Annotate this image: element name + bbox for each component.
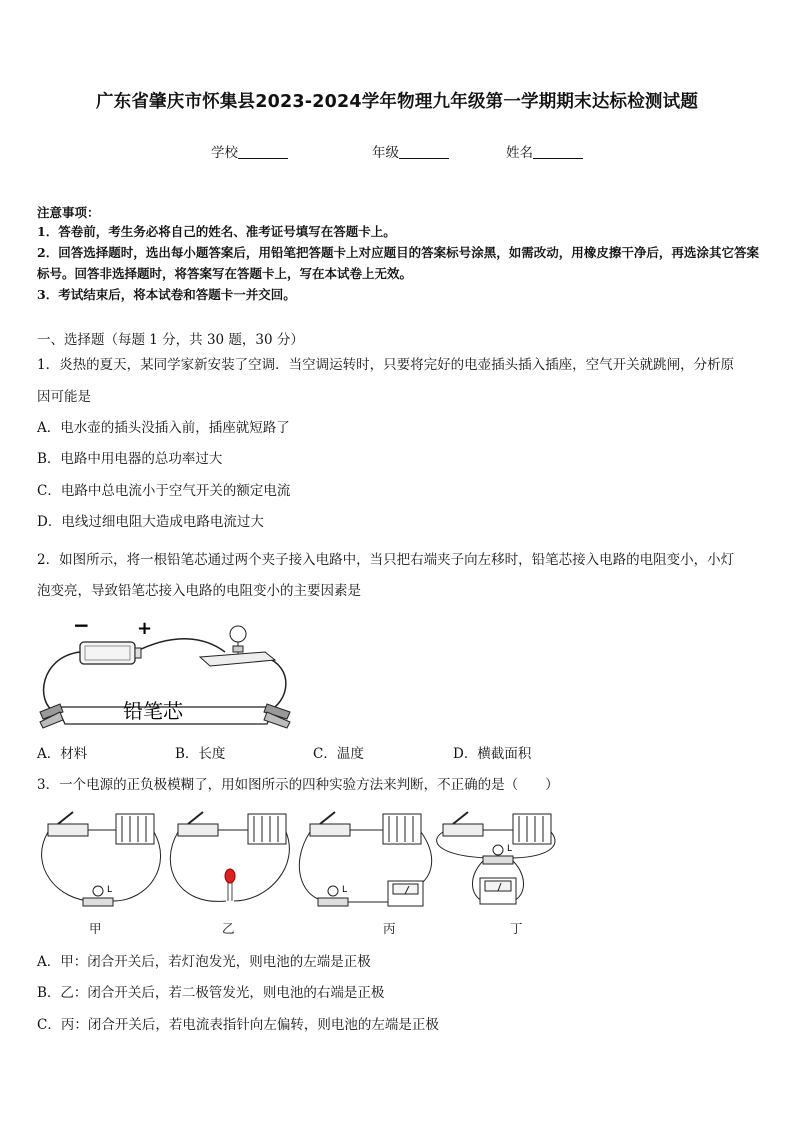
grade-label: 年级 (372, 145, 399, 161)
grade-field (372, 141, 449, 161)
figure-jia (42, 812, 161, 906)
plus-sign: + (137, 618, 153, 639)
lamp-board-icon (200, 626, 275, 666)
voltmeter-icon (480, 878, 516, 904)
q1-option-b: B．电路中用电器的总功率过大 (37, 451, 223, 467)
question-2-stem: 2．如图所示，将一根铅笔芯通过两个夹子接入电路中，当只把右端夹子向左移时，铅笔芯接入电路的电阻变小，小灯 (37, 552, 735, 568)
figure-label-jia: 甲 (89, 921, 102, 936)
polarity-test-figures (38, 806, 563, 918)
question-1-stem-cont: 因可能是 (37, 389, 91, 405)
school-label: 学校 (211, 145, 238, 161)
name-label: 姓名 (506, 145, 533, 161)
led-icon (225, 869, 235, 901)
notes-heading: 注意事项： (37, 205, 100, 220)
battery-icon (80, 642, 141, 664)
figure-yi (170, 812, 289, 901)
svg-text:L: L (342, 885, 348, 895)
figure-bing (299, 812, 431, 906)
minus-sign: − (73, 613, 90, 637)
q2-option-d: D．横截面积 (453, 746, 532, 762)
note-item-3: 3．考试结束后，将本试卷和答题卡一并交回。 (37, 287, 296, 302)
q1-option-d: D．电线过细电阻大造成电路电流过大 (37, 514, 264, 530)
q2-option-b: B．长度 (175, 746, 226, 762)
school-blank (238, 146, 288, 159)
q3-option-a: A．甲：闭合开关后，若灯泡发光，则电池的左端是正极 (37, 954, 371, 970)
q1-option-c: C．电路中总电流小于空气开关的额定电流 (37, 483, 291, 499)
circuit-wire (44, 652, 80, 712)
figure-label-yi: 乙 (222, 921, 235, 936)
school-field (211, 141, 288, 161)
svg-text:L: L (507, 844, 513, 854)
pencil-lead-circuit-figure (35, 612, 295, 737)
q2-option-c: C．温度 (313, 746, 364, 762)
left-clip-icon (40, 704, 63, 728)
question-2-stem-cont: 泡变亮，导致铅笔芯接入电路的电阻变小的主要因素是 (37, 583, 361, 599)
question-3-stem: 3．一个电源的正负极模糊了，用如图所示的四种实验方法来判断，不正确的是（ ） (37, 777, 559, 793)
q2-option-a: A．材料 (37, 746, 88, 762)
pencil-lead-label: 铅笔芯 (123, 699, 183, 723)
q3-option-b: B．乙：闭合开关后，若二极管发光，则电池的右端是正极 (37, 985, 385, 1001)
note-item-2: 2．回答选择题时，选出每小题答案后，用铅笔把答题卡上对应题目的答案标号涂黑，如需改动，用橡皮擦干净后，再选涂其它答案标号。回答非选择题时，将答案写在答题卡上，写在本试卷上无效。 (37, 245, 759, 281)
right-clip-icon (264, 704, 290, 728)
note-item-1: 1．答卷前，考生务必将自己的姓名、准考证号填写在答题卡上。 (37, 224, 396, 239)
q3-option-c: C．丙：闭合开关后，若电流表指针向左偏转，则电池的左端是正极 (37, 1017, 439, 1033)
question-1-stem: 1．炎热的夏天，某同学家新安装了空调．当空调运转时，只要将完好的电壶插头插入插座，空气开关就跳闸，分析原 (37, 357, 735, 373)
lamp-l-label: L (107, 885, 113, 895)
name-blank (533, 146, 583, 159)
section-heading: 一、选择题（每题 1 分，共 30 题，30 分） (37, 332, 304, 348)
figure-label-bing: 丙 (383, 921, 396, 936)
page-title: 广东省肇庆市怀集县2023-2024学年物理九年级第一学期期末达标检测试题 (95, 92, 699, 112)
name-field (506, 141, 583, 161)
grade-blank (399, 146, 449, 159)
figure-label-ding: 丁 (510, 921, 523, 936)
ammeter-icon (388, 881, 423, 906)
figure-ding (437, 812, 555, 904)
q1-option-a: A．电水壶的插头没插入前，插座就短路了 (37, 420, 290, 436)
